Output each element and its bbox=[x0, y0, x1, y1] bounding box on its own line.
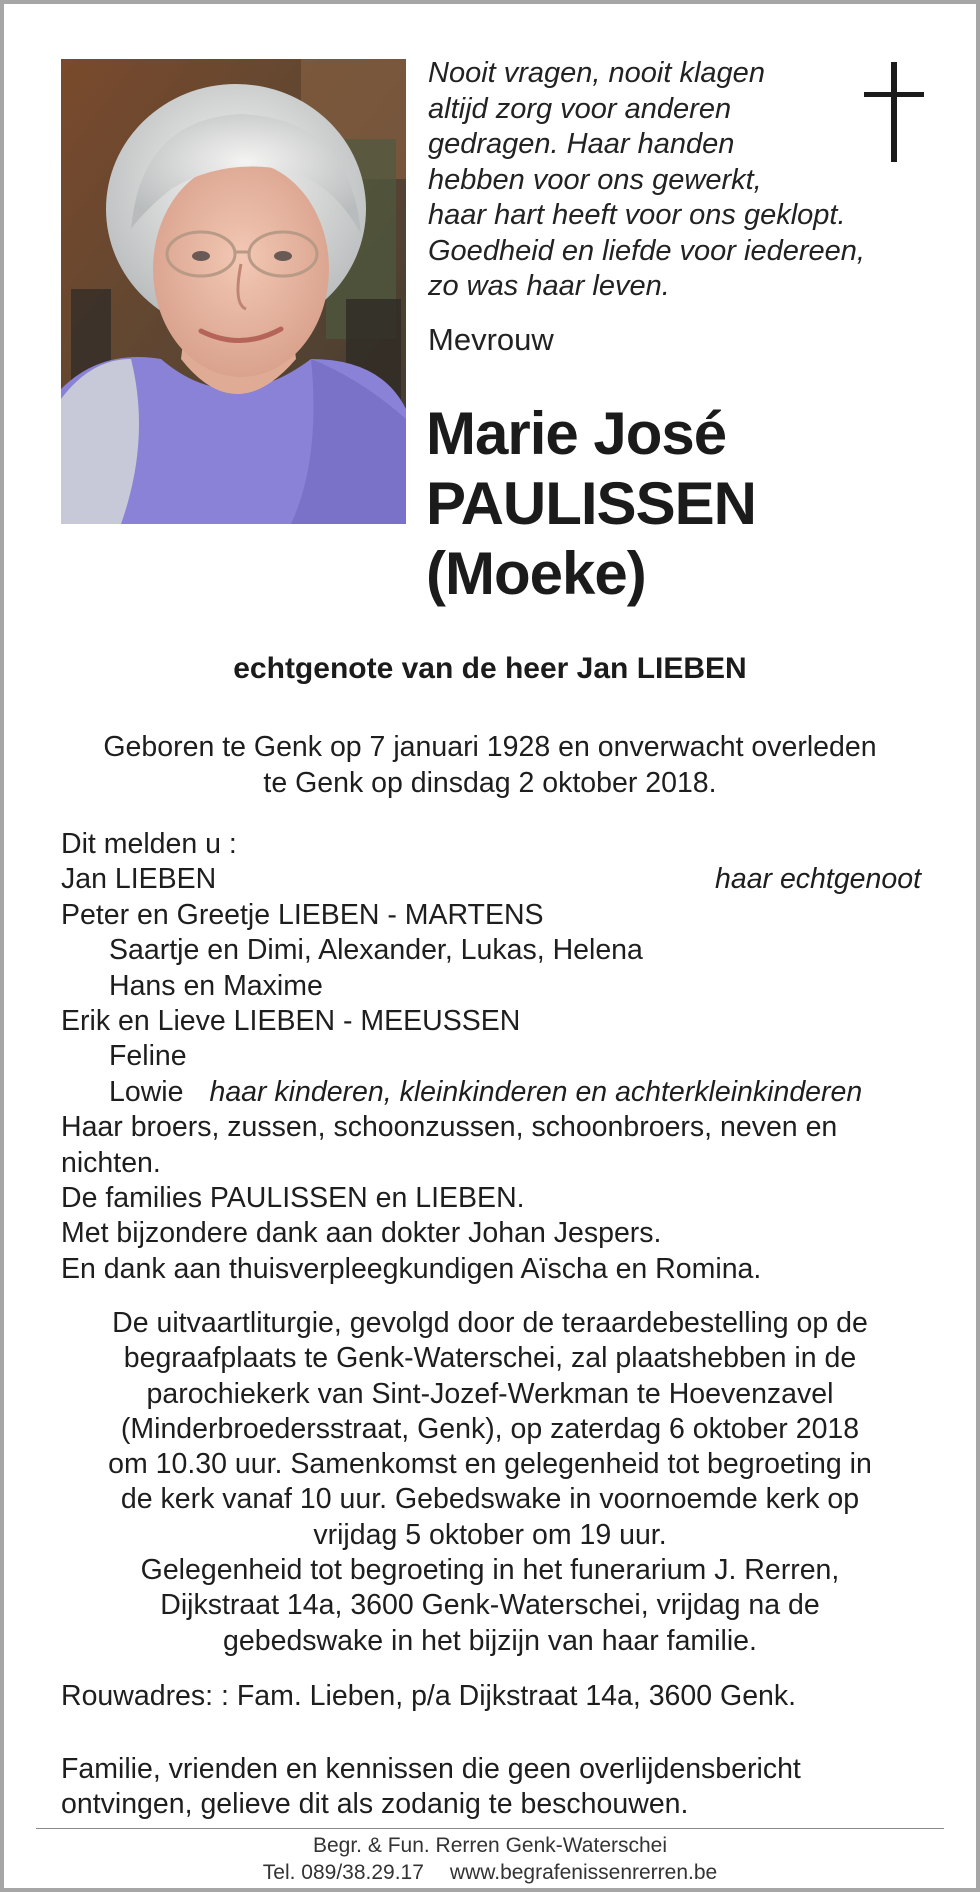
notice-line: ontvingen, gelieve dit als zodanig te beschouwen. bbox=[61, 1788, 689, 1821]
husband-role: haar echtgenoot bbox=[715, 863, 921, 896]
family-row-thanks-doctor: Met bijzondere dank aan dokter Johan Jespers. bbox=[61, 1217, 662, 1250]
poem-line: Goedheid en liefde voor iedereen, bbox=[428, 234, 865, 267]
funeral-line: (Minderbroedersstraat, Genk), op zaterdag 6 oktober 2018 bbox=[120, 1412, 860, 1445]
memorial-poem bbox=[428, 56, 898, 305]
funeral-home-phone: Tel. 089/38.29.17 bbox=[262, 1861, 424, 1884]
family-row-grandchildren: Hans en Maxime bbox=[109, 969, 323, 1002]
family-intro: Dit melden u : bbox=[61, 828, 237, 860]
poem-line: altijd zorg voor anderen bbox=[428, 92, 732, 125]
family-row-child: Erik en Lieve LIEBEN - MEEUSSEN bbox=[61, 1005, 521, 1038]
spouse-line: echtgenote van de heer Jan LIEBEN bbox=[233, 652, 747, 685]
funeral-home-name: Begr. & Fun. Rerren Genk-Waterschei bbox=[312, 1834, 668, 1857]
first-name: Marie José bbox=[426, 400, 727, 467]
family-row-grandchild-role bbox=[61, 1075, 921, 1110]
family-row-husband bbox=[61, 862, 921, 897]
mourning-address: Rouwadres: : Fam. Lieben, p/a Dijkstraat 14a, 3600 Genk. bbox=[61, 1680, 797, 1712]
notice-text bbox=[61, 1752, 931, 1823]
family-row-grandchild: Feline bbox=[109, 1040, 187, 1073]
poem-line: hebben voor ons gewerkt, bbox=[428, 163, 762, 196]
funeral-line: de kerk vanaf 10 uur. Gebedswake in voornoemde kerk op bbox=[120, 1483, 860, 1516]
husband-name: Jan LIEBEN bbox=[61, 863, 217, 896]
nickname: (Moeke) bbox=[426, 540, 646, 607]
funeral-line: begraafplaats te Genk-Waterschei, zal plaatshebben in de bbox=[123, 1342, 857, 1375]
funeral-line: Gelegenheid tot begroeting in het funerarium J. Rerren, bbox=[140, 1554, 840, 1587]
funeral-line: om 10.30 uur. Samenkomst en gelegenheid tot begroeting in bbox=[108, 1448, 872, 1481]
funeral-line: vrijdag 5 oktober om 19 uur. bbox=[313, 1518, 667, 1551]
honorific: Mevrouw bbox=[428, 322, 554, 357]
funeral-line: Dijkstraat 14a, 3600 Genk-Waterschei, vrijdag na de bbox=[160, 1589, 820, 1622]
family-row-thanks-nurses: En dank aan thuisverpleegkundigen Aïscha en Romina. bbox=[61, 1252, 762, 1285]
portrait-photo bbox=[61, 59, 406, 524]
born-line: Geboren te Genk op 7 januari 1928 en onverwacht overleden bbox=[103, 731, 877, 763]
poem-line: zo was haar leven. bbox=[428, 270, 670, 302]
children-role: haar kinderen, kleinkinderen en achterkleinkinderen bbox=[209, 1075, 863, 1108]
poem-line: haar hart heeft voor ons geklopt. bbox=[428, 199, 846, 231]
last-name: PAULISSEN bbox=[426, 470, 756, 537]
footer-divider bbox=[36, 1828, 944, 1829]
funeral-home-footer bbox=[4, 1832, 976, 1886]
poem-line: gedragen. Haar handen bbox=[428, 128, 735, 160]
family-row-child: Peter en Greetje LIEBEN - MARTENS bbox=[61, 898, 544, 931]
funeral-line: De uitvaartliturgie, gevolgd door de teraardebestelling op de bbox=[112, 1307, 868, 1339]
deceased-name bbox=[426, 399, 946, 609]
birth-death-info bbox=[34, 729, 946, 801]
funeral-line: gebedswake in het bijzijn van haar familie. bbox=[223, 1624, 757, 1657]
funeral-home-website[interactable]: www.begrafenissenrerren.be bbox=[449, 1861, 718, 1884]
funeral-home-contact bbox=[4, 1859, 976, 1886]
cross-icon bbox=[864, 62, 924, 162]
family-row-families: De families PAULISSEN en LIEBEN. bbox=[61, 1182, 525, 1215]
family-row-grandchildren: Saartje en Dimi, Alexander, Lukas, Helena bbox=[109, 934, 643, 967]
poem-line: Nooit vragen, nooit klagen bbox=[428, 57, 765, 89]
notice-line: Familie, vrienden en kennissen die geen overlijdensbericht bbox=[61, 1753, 801, 1785]
born-line: te Genk op dinsdag 2 oktober 2018. bbox=[263, 767, 717, 799]
family-row-relatives: Haar broers, zussen, schoonzussen, schoonbroers, neven en nichten. bbox=[61, 1111, 838, 1179]
funeral-line: parochiekerk van Sint-Jozef-Werkman te Hoevenzavel bbox=[146, 1377, 834, 1410]
grandchild-name: Lowie bbox=[109, 1075, 184, 1108]
family-list bbox=[61, 827, 921, 1287]
funeral-details bbox=[44, 1306, 936, 1659]
